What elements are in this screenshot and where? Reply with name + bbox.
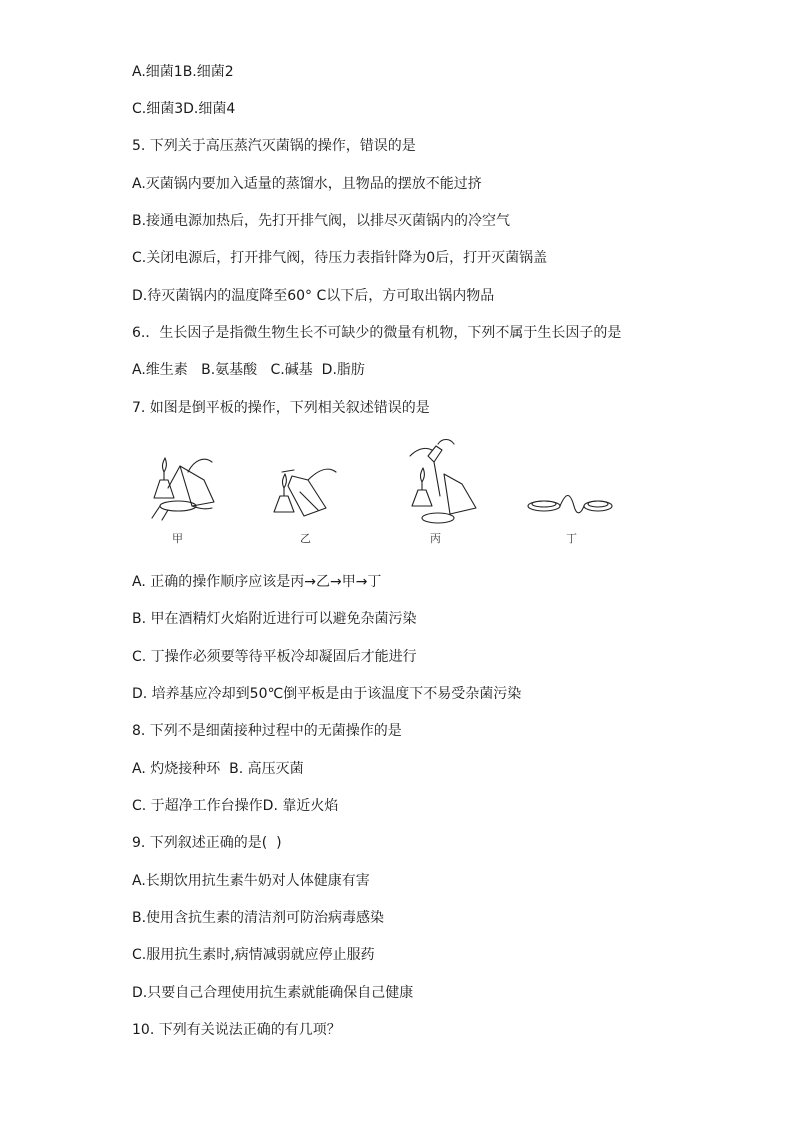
q9-option-b: B.使用含抗生素的清洁剂可防治病毒感染 (132, 910, 385, 926)
q7-option-a: A. 正确的操作顺序应该是丙→乙→甲→丁 (132, 574, 382, 590)
q8-options-cd: C. 于超净工作台操作D. 靠近火焰 (132, 798, 339, 814)
q5-option-b: B.接通电源加热后，先打开排气阀，以排尽灭菌锅内的冷空气 (132, 213, 511, 229)
q7-option-d: D. 培养基应冷却到50℃倒平板是由于该温度下不易受杂菌污染 (132, 686, 522, 702)
q9-option-a: A.长期饮用抗生素牛奶对人体健康有害 (132, 873, 370, 889)
q6-options: A.维生素 B.氨基酸 C.碱基 D.脂肪 (132, 362, 365, 378)
label-yi: 乙 (300, 532, 311, 545)
q7-option-c: C. 丁操作必须要等待平板冷却凝固后才能进行 (132, 649, 417, 665)
q5-stem: 5. 下列关于高压蒸汽灭菌锅的操作，错误的是 (132, 138, 416, 154)
q8-stem: 8. 下列不是细菌接种过程中的无菌操作的是 (132, 723, 402, 739)
label-jia: 甲 (172, 532, 183, 545)
q10-stem: 10. 下列有关说法正确的有几项？ (132, 1022, 341, 1038)
q4-options-ab: A.细菌1B.细菌2 (132, 64, 234, 80)
q7-stem: 7. 如图是倒平板的操作，下列相关叙述错误的是 (132, 400, 430, 416)
q9-option-d: D.只要自己合理使用抗生素就能确保自己健康 (132, 985, 414, 1001)
q6-stem: 6.．生长因子是指微生物生长不可缺少的微量有机物，下列不属于生长因子的是 (132, 325, 622, 341)
q8-options-ab: A. 灼烧接种环 B. 高压灭菌 (132, 761, 304, 777)
plate-pouring-figure (132, 436, 632, 548)
step-jia-illustration (152, 458, 214, 520)
q4-options-cd: C.细菌3D.细菌4 (132, 101, 236, 117)
q5-option-c: C.关闭电源后，打开排气阀，待压力表指针降为0后，打开灭菌锅盖 (132, 250, 548, 266)
q5-option-d: D.待灭菌锅内的温度降至60° C以下后，方可取出锅内物品 (132, 288, 495, 304)
q5-option-a: A.灭菌锅内要加入适量的蒸馏水，且物品的摆放不能过挤 (132, 176, 482, 192)
step-yi-illustration (274, 469, 336, 516)
q9-stem: 9. 下列叙述正确的是( ) (132, 835, 282, 851)
step-ding-illustration (528, 496, 612, 513)
q7-option-b: B. 甲在酒精灯火焰附近进行可以避免杂菌污染 (132, 611, 417, 627)
label-bing: 丙 (430, 532, 441, 545)
label-ding: 丁 (566, 532, 577, 545)
q9-option-c: C.服用抗生素时,病情减弱就应停止服药 (132, 947, 375, 963)
step-bing-illustration (410, 440, 476, 524)
